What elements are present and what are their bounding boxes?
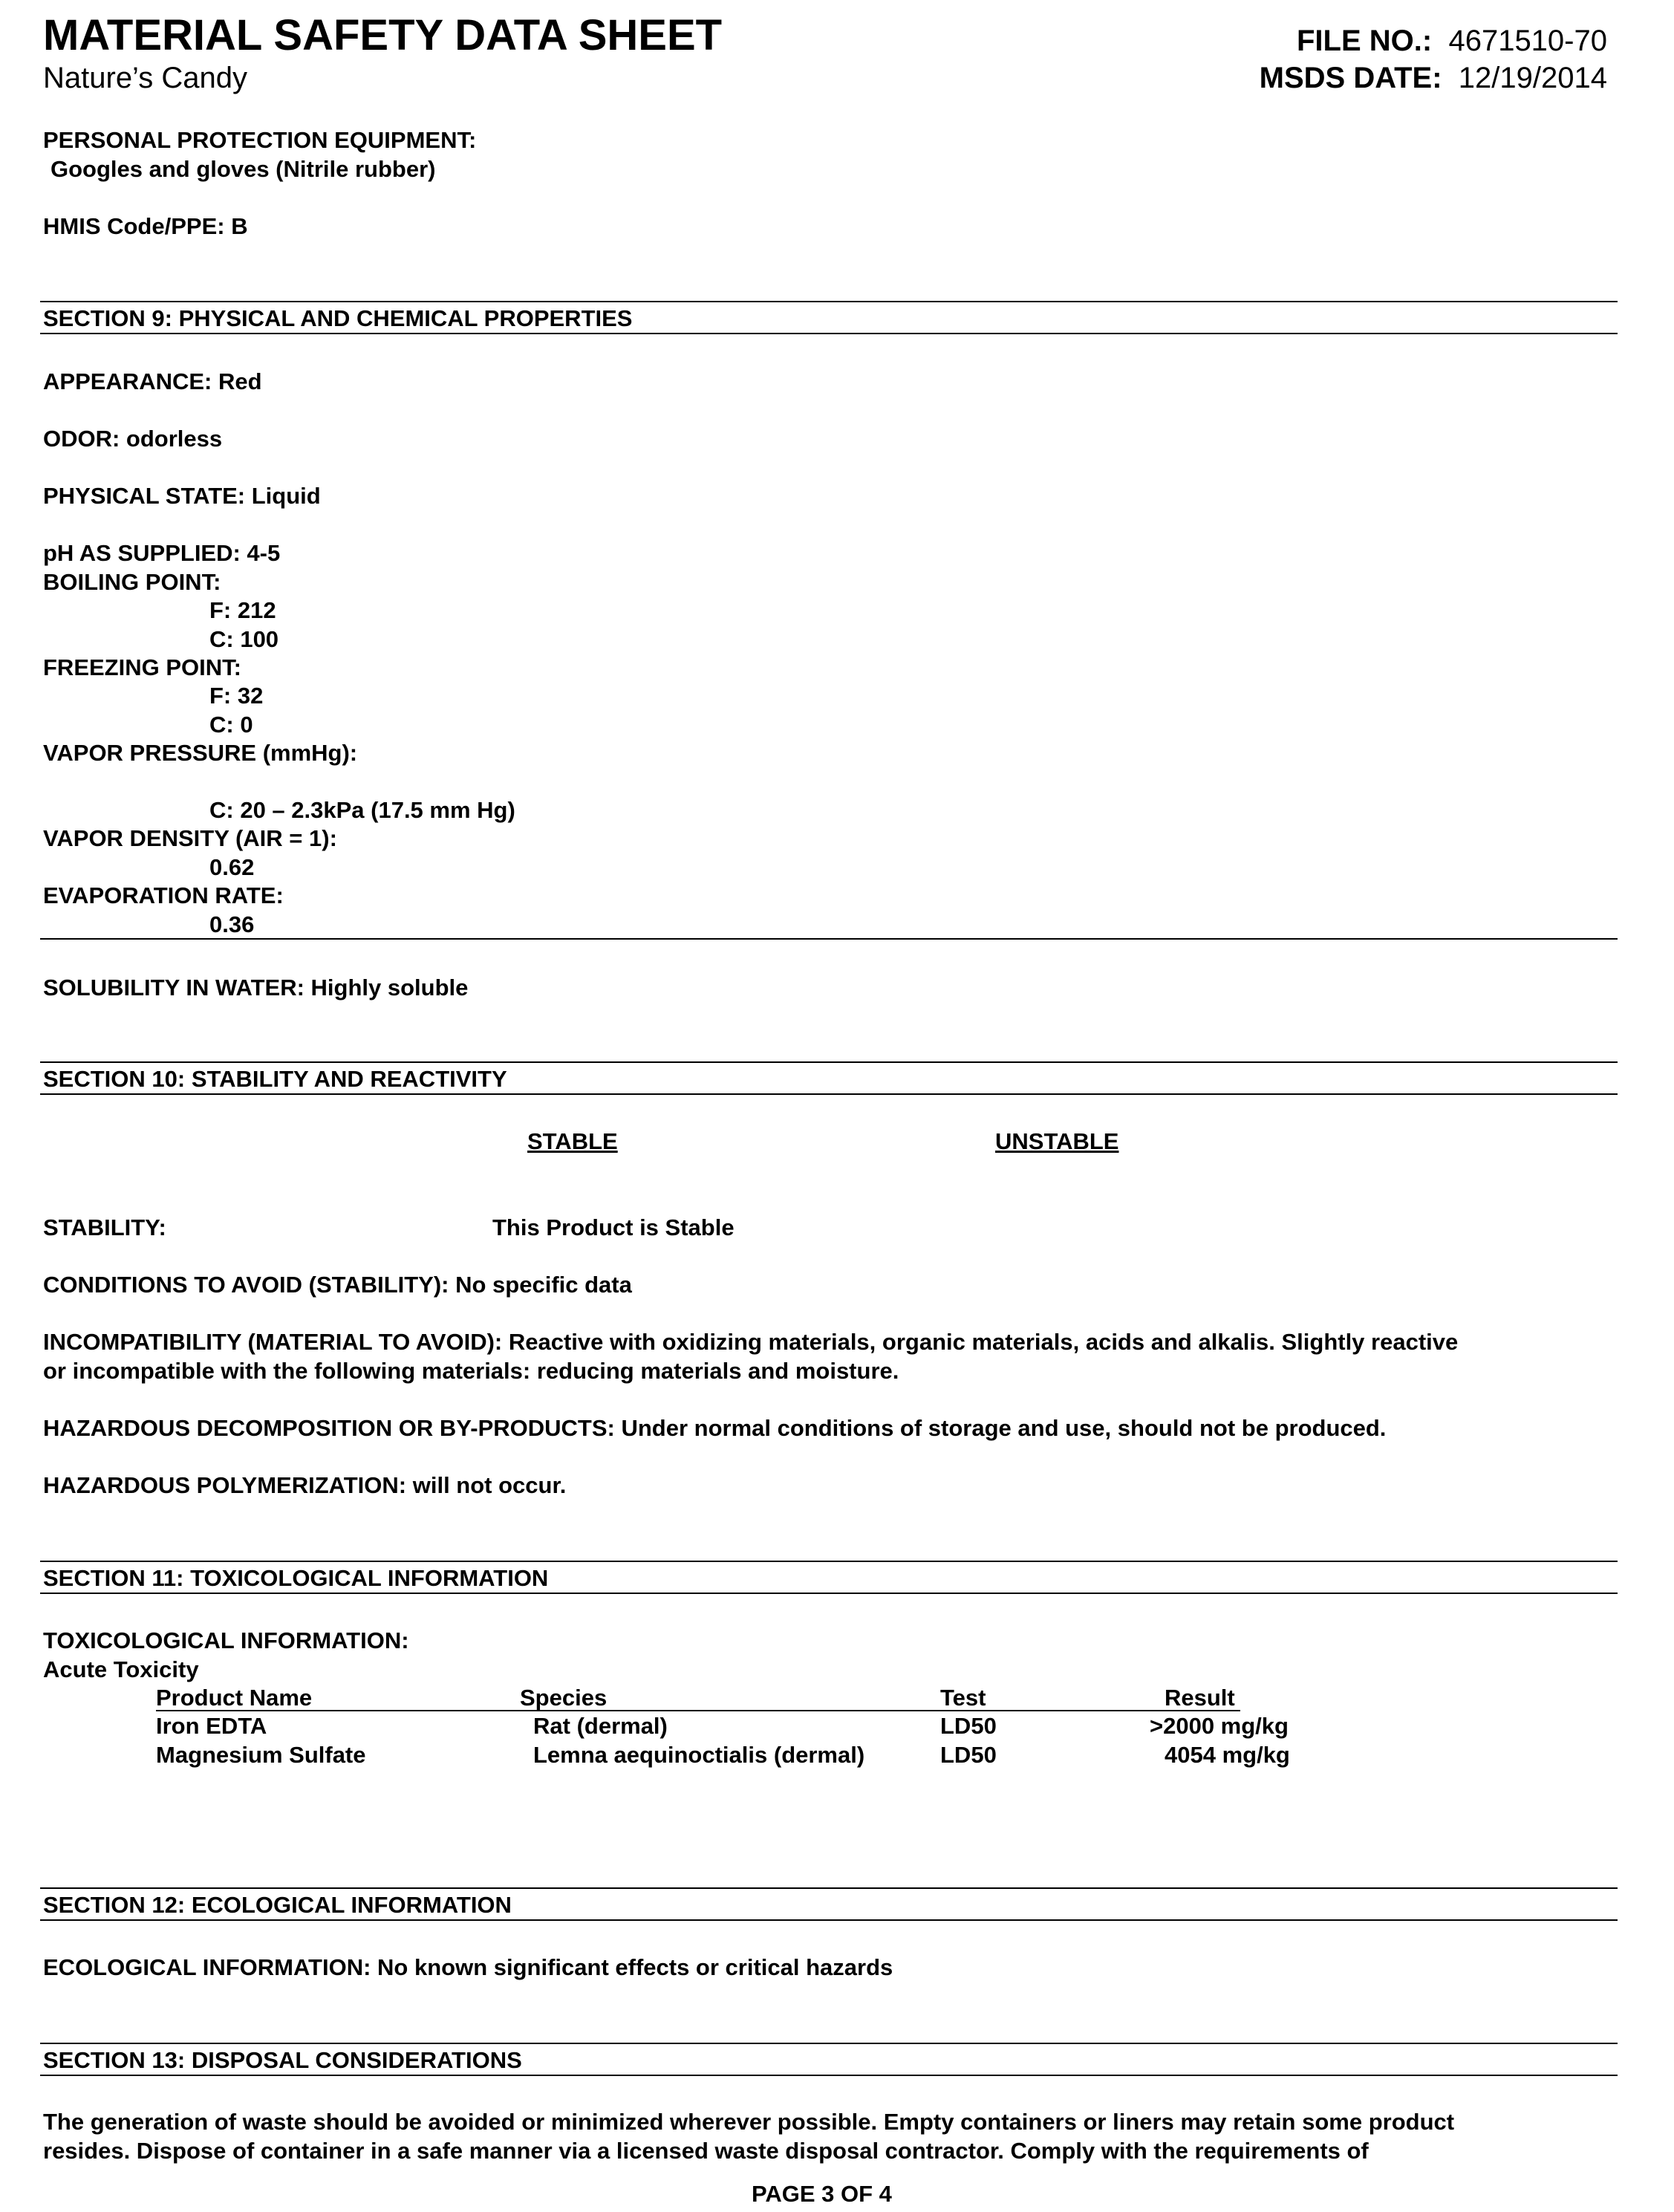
table-cell-test: LD50	[940, 1742, 997, 1768]
section-rule	[40, 1561, 1618, 1562]
incompatibility-line-1: INCOMPATIBILITY (MATERIAL TO AVOID): Reactive with oxidizing materials, organic materials, acids and alkalis. Slightly reactive	[43, 1329, 1459, 1355]
acute-toxicity-label: Acute Toxicity	[43, 1656, 199, 1682]
freezing-point-f: F: 32	[209, 683, 264, 709]
boiling-point-label: BOILING POINT:	[43, 569, 221, 595]
table-cell-result: 4054 mg/kg	[1165, 1742, 1290, 1768]
disposal-line-2: resides. Dispose of container in a safe manner via a licensed waste disposal contractor. Comply with the requirements of	[43, 2138, 1369, 2164]
table-cell-species: Rat (dermal)	[533, 1713, 668, 1739]
section-rule	[40, 1887, 1618, 1889]
section-12-heading: SECTION 12: ECOLOGICAL INFORMATION	[43, 1892, 512, 1918]
stability-value: This Product is Stable	[492, 1214, 735, 1240]
ecological-information: ECOLOGICAL INFORMATION: No known significant effects or critical hazards	[43, 1954, 893, 1980]
vapor-density-label: VAPOR DENSITY (AIR = 1):	[43, 825, 337, 851]
table-cell-species: Lemna aequinoctialis (dermal)	[533, 1742, 865, 1768]
evaporation-rate-label: EVAPORATION RATE:	[43, 882, 284, 908]
section-10-heading: SECTION 10: STABILITY AND REACTIVITY	[43, 1066, 507, 1092]
ppe-value: Googles and gloves (Nitrile rubber)	[51, 156, 436, 182]
ppe-label: PERSONAL PROTECTION EQUIPMENT:	[43, 127, 477, 153]
section-rule	[40, 1919, 1618, 1921]
table-header-test: Test	[940, 1685, 986, 1711]
file-number	[1297, 22, 1607, 59]
file-number-label: FILE NO.:	[1297, 25, 1433, 57]
table-cell-test: LD50	[940, 1713, 997, 1739]
hmis-code: HMIS Code/PPE: B	[43, 213, 248, 239]
section-rule	[40, 1061, 1618, 1063]
toxicological-label: TOXICOLOGICAL INFORMATION:	[43, 1627, 409, 1653]
conditions-to-avoid: CONDITIONS TO AVOID (STABILITY): No specific data	[43, 1272, 632, 1298]
section-9-heading: SECTION 9: PHYSICAL AND CHEMICAL PROPERTIES	[43, 305, 633, 331]
odor: ODOR: odorless	[43, 426, 223, 452]
appearance: APPEARANCE: Red	[43, 368, 262, 394]
evaporation-rate-value: 0.36	[209, 911, 255, 937]
table-cell-result: >2000 mg/kg	[1150, 1713, 1289, 1739]
ph-value: pH AS SUPPLIED: 4-5	[43, 540, 281, 566]
section-rule	[40, 2075, 1618, 2076]
section-rule	[40, 301, 1618, 302]
section-11-heading: SECTION 11: TOXICOLOGICAL INFORMATION	[43, 1565, 549, 1591]
stable-column-header: STABLE	[527, 1128, 618, 1154]
msds-date-label: MSDS DATE:	[1259, 62, 1442, 94]
vapor-pressure-label: VAPOR PRESSURE (mmHg):	[43, 740, 358, 766]
table-header-product: Product Name	[156, 1685, 313, 1711]
freezing-point-label: FREEZING POINT:	[43, 654, 241, 680]
freezing-point-c: C: 0	[209, 712, 253, 738]
page-number: PAGE 3 OF 4	[752, 2181, 892, 2207]
unstable-column-header: UNSTABLE	[995, 1128, 1119, 1154]
boiling-point-f: F: 212	[209, 597, 276, 623]
incompatibility-line-2: or incompatible with the following materials: reducing materials and moisture.	[43, 1358, 899, 1384]
section-rule	[40, 938, 1618, 940]
document-title: MATERIAL SAFETY DATA SHEET	[43, 11, 723, 59]
table-header-rule	[156, 1710, 1240, 1711]
section-rule	[40, 1593, 1618, 1594]
vapor-pressure-value: C: 20 – 2.3kPa (17.5 mm Hg)	[209, 797, 515, 823]
hazardous-decomposition: HAZARDOUS DECOMPOSITION OR BY-PRODUCTS: Under normal conditions of storage and use, should not be produced.	[43, 1415, 1387, 1441]
section-rule	[40, 1093, 1618, 1095]
hazardous-polymerization: HAZARDOUS POLYMERIZATION: will not occur.	[43, 1472, 567, 1498]
section-rule	[40, 2043, 1618, 2044]
vapor-density-value: 0.62	[209, 854, 255, 880]
msds-date-value: 12/19/2014	[1458, 62, 1607, 94]
disposal-line-1: The generation of waste should be avoided or minimized wherever possible. Empty containers or liners may retain some product	[43, 2109, 1455, 2135]
file-number-value: 4671510-70	[1448, 25, 1607, 57]
table-header-result: Result	[1165, 1685, 1235, 1711]
section-13-heading: SECTION 13: DISPOSAL CONSIDERATIONS	[43, 2047, 522, 2073]
msds-date	[1260, 59, 1607, 97]
product-name: Nature’s Candy	[43, 62, 247, 94]
physical-state: PHYSICAL STATE: Liquid	[43, 483, 321, 509]
section-rule	[40, 333, 1618, 334]
stability-label: STABILITY:	[43, 1214, 166, 1240]
table-header-species: Species	[520, 1685, 608, 1711]
boiling-point-c: C: 100	[209, 626, 279, 652]
solubility: SOLUBILITY IN WATER: Highly soluble	[43, 975, 469, 1001]
table-cell-product: Magnesium Sulfate	[156, 1742, 366, 1768]
table-cell-product: Iron EDTA	[156, 1713, 267, 1739]
